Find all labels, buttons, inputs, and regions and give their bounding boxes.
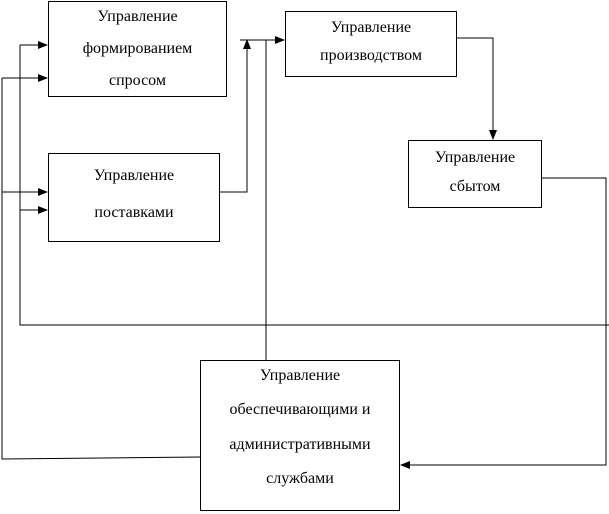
- box-sales-management: [408, 140, 542, 208]
- box-label-line: поставками: [94, 203, 174, 221]
- box-label-line: Управление: [97, 8, 178, 25]
- box-supply-management: [48, 153, 220, 242]
- box-label-line: Управление: [330, 19, 412, 36]
- box-services-management: [200, 360, 400, 511]
- box-label-line: спросом: [109, 72, 166, 89]
- box-label-line: Управление: [93, 167, 175, 185]
- box-label-line: Управление: [259, 367, 341, 384]
- connector-services-loop: [2, 78, 200, 459]
- connector-sales-to-services: [401, 178, 606, 465]
- box-label-line: формированием: [82, 40, 193, 57]
- box-demand-management: [48, 1, 227, 97]
- box-label-line: Управление: [434, 148, 516, 166]
- box-label-line: службами: [266, 469, 334, 487]
- box-production-management: [285, 11, 457, 77]
- box-label-line: административными: [229, 435, 371, 453]
- box-label-line: производством: [320, 47, 422, 64]
- box-label-line: обеспечивающими и: [229, 401, 371, 419]
- box-label-line: сбытом: [449, 177, 501, 195]
- connector-production-to-sales: [457, 38, 493, 139]
